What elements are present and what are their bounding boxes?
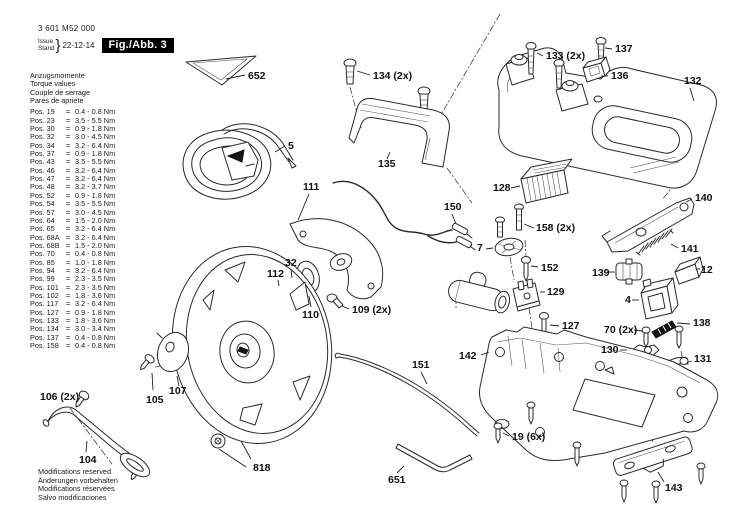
torque-row: Pos. 127 = 0.9 - 1.8 Nm: [30, 307, 116, 317]
torque-title-line: Couple de serrage: [30, 87, 91, 97]
part-105-screw: [137, 353, 156, 373]
part-label-138: 138: [693, 317, 711, 329]
part-label-127: 127: [562, 320, 580, 332]
torque-row: Pos. 65 = 3.2 - 6.4 Nm: [30, 224, 116, 234]
torque-row: Pos. 37 = 0.9 - 1.8 Nm: [30, 149, 116, 159]
part-label-105: 105: [146, 394, 164, 406]
part-label-112: 112: [267, 268, 284, 280]
part-label-19: 19 (6x): [512, 431, 546, 443]
issue-label: Issue: [38, 37, 54, 45]
part-label-12: 12: [701, 264, 713, 276]
torque-row: Pos. 19 = 0.4 - 0.8 Nm: [30, 107, 116, 117]
figure-badge: Fig./Abb. 3: [102, 38, 174, 53]
part-label-141: 141: [681, 243, 699, 255]
part-651-hex-key: [396, 444, 472, 472]
part-label-139: 139: [592, 267, 610, 279]
issue-date: 22-12-14: [62, 41, 95, 50]
footer-line: Modifications reserved: [38, 467, 112, 476]
part-label-130: 130: [601, 344, 619, 356]
brace-glyph: }: [55, 37, 61, 54]
part-label-5: 5: [288, 140, 294, 152]
part-label-136: 136: [611, 70, 629, 82]
part-label-133: 133 (2x): [546, 50, 586, 62]
torque-row: Pos. 158 = 0.4 - 0.8 Nm: [30, 341, 116, 350]
torque-row: Pos. 32 = 3.0 - 4.5 Nm: [30, 132, 116, 142]
stand-label: Stand: [38, 44, 55, 52]
part-12-block: [675, 257, 703, 284]
part-label-150: 150: [444, 201, 462, 213]
torque-row: Pos. 102 = 1.8 - 3.6 Nm: [30, 290, 116, 300]
part-label-140: 140: [695, 192, 713, 204]
torque-row: Pos. 117 = 3.2 - 6.4 Nm: [30, 299, 116, 309]
part-label-109: 109 (2x): [352, 304, 392, 316]
torque-row: Pos. 54 = 3.5 - 5.5 Nm: [30, 199, 116, 209]
part-label-131: 131: [694, 353, 712, 365]
torque-row: Pos. 47 = 3.2 - 6.4 Nm: [30, 174, 116, 184]
part-label-106: 106 (2x): [40, 391, 80, 403]
part-label-135: 135: [378, 158, 396, 170]
part-652-plate: [186, 56, 256, 85]
part-4-switch: [641, 278, 678, 319]
part-label-32: 32: [285, 257, 297, 269]
torque-row: Pos. 94 = 3.2 - 6.4 Nm: [30, 265, 116, 275]
torque-row: Pos. 57 = 3.0 - 4.5 Nm: [30, 207, 116, 217]
torque-row: Pos. 99 = 2.3 - 3.5 Nm: [30, 274, 116, 284]
part-label-70: 70 (2x): [604, 324, 638, 336]
part-129-terminal-block: [513, 279, 540, 311]
part-label-107: 107: [169, 385, 187, 397]
part-label-152: 152: [541, 262, 559, 274]
torque-row: Pos. 23 = 3.5 - 5.5 Nm: [30, 115, 116, 125]
torque-title-line: Torque values: [30, 79, 76, 89]
part-label-128: 128: [493, 182, 511, 194]
torque-row: Pos. 52 = 0.9 - 1.8 Nm: [30, 190, 116, 200]
part-label-110: 110: [302, 309, 319, 321]
part-label-818: 818: [253, 462, 271, 474]
part-label-134: 134 (2x): [373, 70, 413, 82]
torque-row: Pos. 68B = 1.5 - 2.0 Nm: [30, 240, 116, 250]
footer-line: Modifications réservées: [38, 484, 115, 494]
part-number: 3 601 M52 000: [38, 24, 96, 33]
part-152-screw: [522, 257, 531, 282]
part-label-151: 151: [412, 359, 430, 371]
part-label-651: 651: [388, 474, 406, 486]
part-label-137: 137: [615, 43, 633, 55]
torque-row: Pos. 134 = 3.0 - 3.4 Nm: [30, 324, 116, 334]
part-128-module: [521, 159, 572, 203]
part-158-screws: [496, 204, 524, 237]
part-151-rod: [335, 353, 479, 436]
torque-row: Pos. 133 = 1.8 - 3.6 Nm: [30, 315, 116, 325]
part-label-158: 158 (2x): [536, 222, 576, 234]
torque-row: Pos. 46 = 3.2 - 6.4 Nm: [30, 165, 116, 175]
part-label-129: 129: [547, 286, 565, 298]
torque-row: Pos. 34 = 3.2 - 6.4 Nm: [30, 140, 116, 150]
part-label-132: 132: [684, 75, 702, 87]
part-label-652: 652: [248, 70, 266, 82]
torque-row: Pos. 70 = 0.4 - 0.8 Nm: [30, 249, 116, 259]
footer-line: Salvo modificaciones: [38, 493, 107, 503]
torque-row: Pos. 30 = 0.9 - 1.8 Nm: [30, 124, 116, 134]
part-6-cylinder: [446, 266, 514, 314]
part-label-4: 4: [625, 294, 631, 306]
torque-row: Pos. 64 = 1.5 - 2.0 Nm: [30, 215, 116, 225]
torque-row: Pos. 48 = 3.2 - 3.7 Nm: [30, 182, 116, 192]
part-139-coupler: [616, 259, 642, 284]
part-label-143: 143: [665, 482, 683, 494]
part-138-spring: [652, 321, 676, 338]
torque-row: Pos. 101 = 2.3 - 3.5 Nm: [30, 282, 116, 292]
torque-row: Pos. 68A = 3.2 - 6.4 Nm: [30, 232, 116, 242]
torque-title-line: Pares de apriete: [30, 96, 84, 106]
part-104-rod: [42, 407, 154, 481]
part-135-carry-handle: [349, 98, 449, 167]
part-label-142: 142: [459, 350, 477, 362]
part-label-7: 7: [477, 242, 483, 254]
torque-row: Pos. 85 = 1.0 - 1.8 Nm: [30, 257, 116, 267]
torque-row: Pos. 43 = 3.5 - 5.5 Nm: [30, 157, 116, 167]
footer-line: Änderungen vorbehalten: [38, 475, 118, 485]
part-label-111: 111: [303, 181, 320, 193]
torque-row: Pos. 137 = 0.4 - 0.8 Nm: [30, 332, 116, 342]
part-7-fan-washer: [494, 236, 525, 258]
part-label-104: 104: [79, 454, 97, 466]
torque-title-line: Anzugsmomente: [30, 71, 85, 80]
part-5-power-cord: [183, 124, 296, 199]
